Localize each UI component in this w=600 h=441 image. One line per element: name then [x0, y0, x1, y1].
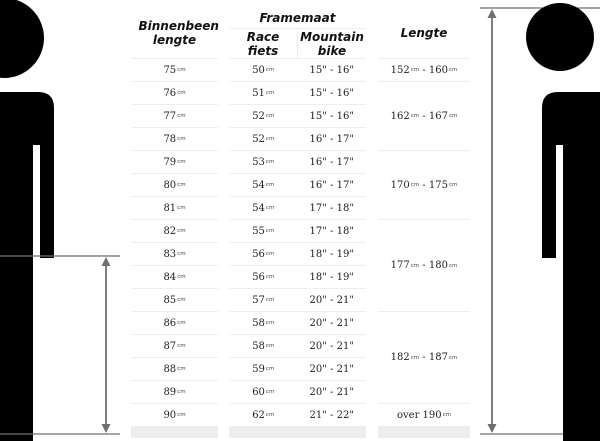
unit-label: cm — [410, 262, 420, 269]
inseam-cell — [131, 312, 218, 334]
cell-value: 85 — [163, 294, 177, 306]
person-silhouette-left — [0, 0, 122, 441]
cell-value: 20" - 21" — [309, 317, 354, 329]
unit-label: cm — [177, 113, 186, 119]
race-header: Race fiets — [229, 29, 297, 58]
cell-value: 160 — [428, 64, 448, 76]
mtb-size-cell — [298, 312, 367, 334]
unit-label: cm — [265, 205, 275, 211]
inseam-cell — [131, 220, 218, 242]
body-right — [542, 92, 600, 441]
cell-value: 15" - 16" — [309, 64, 354, 76]
height-range-cell — [378, 404, 470, 426]
unit-label: cm — [265, 297, 275, 303]
cell-value: 84 — [163, 271, 177, 283]
cell-value: 18" - 19" — [309, 248, 354, 260]
unit-label: cm — [265, 90, 275, 96]
cell-value: 20" - 21" — [309, 340, 354, 352]
unit-label: cm — [448, 67, 458, 73]
mtb-size-cell — [298, 335, 367, 357]
cell-value: 50 — [252, 64, 265, 76]
unit-label: cm — [177, 67, 186, 73]
cell-value: 79 — [163, 156, 177, 168]
race-size-cell — [229, 381, 298, 403]
unit-label: cm — [265, 182, 275, 188]
cell-value: 15" - 16" — [309, 87, 354, 99]
unit-label: cm — [177, 90, 186, 96]
mtb-size-cell — [298, 105, 367, 127]
mtb-size-cell — [298, 174, 367, 196]
cell-value: 80 — [163, 179, 177, 191]
cell-value: 58 — [252, 317, 265, 329]
framemaat-header: Framemaat — [229, 8, 366, 28]
height-arrow — [488, 9, 497, 433]
unit-label: cm — [265, 113, 275, 119]
cell-value: 87 — [163, 340, 177, 352]
inseam-cell — [131, 128, 218, 150]
cell-value: 81 — [163, 202, 177, 214]
cell-value: 51 — [252, 87, 265, 99]
unit-label: cm — [265, 228, 275, 234]
mtb-size-cell — [298, 266, 367, 288]
cell-value: 17" - 18" — [309, 202, 354, 214]
unit-label: cm — [177, 412, 186, 418]
cell-value: 52 — [252, 133, 265, 145]
cell-value: 20" - 21" — [309, 363, 354, 375]
cell-value: 86 — [163, 317, 177, 329]
mtb-size-cell — [298, 197, 367, 219]
inseam-cell — [131, 358, 218, 380]
cell-value: 59 — [252, 363, 265, 375]
race-size-cell — [229, 404, 298, 426]
unit-label: cm — [448, 354, 458, 361]
cell-value: 62 — [252, 409, 265, 421]
person-silhouette-right — [478, 0, 600, 441]
cell-value: 20" - 21" — [309, 386, 354, 398]
unit-label: cm — [448, 182, 458, 188]
unit-label: cm — [177, 228, 186, 234]
unit-label: cm — [177, 366, 186, 372]
inseam-cell — [131, 404, 218, 426]
mtb-size-cell — [298, 59, 367, 81]
cell-value: 75 — [163, 64, 177, 76]
unit-label: cm — [265, 136, 275, 142]
inseam-cell — [131, 381, 218, 403]
cell-value: 77 — [163, 110, 177, 122]
mtb-size-cell — [298, 220, 367, 242]
inseam-cell — [131, 197, 218, 219]
inseam-cell — [131, 174, 218, 196]
body-left — [0, 92, 54, 441]
unit-label: cm — [177, 205, 186, 211]
range-separator: - — [419, 179, 429, 191]
cell-value: 16" - 17" — [309, 179, 354, 191]
unit-label: cm — [410, 113, 420, 119]
cell-value: 88 — [163, 363, 177, 375]
cell-value: 16" - 17" — [309, 156, 354, 168]
height-range-cell — [378, 151, 470, 219]
height-range-cell — [378, 312, 470, 403]
cell-value: 180 — [428, 260, 448, 271]
unit-label: cm — [177, 136, 186, 142]
race-size-cell — [229, 312, 298, 334]
cell-value: 15" - 16" — [309, 110, 354, 122]
unit-label: cm — [177, 159, 186, 165]
race-size-cell — [229, 174, 298, 196]
cell-value: 182 — [390, 352, 410, 363]
race-size-cell — [229, 335, 298, 357]
mtb-size-cell — [298, 151, 367, 173]
height-column — [378, 8, 470, 438]
cell-value: 78 — [163, 133, 177, 145]
inseam-cell — [131, 243, 218, 265]
unit-label: cm — [177, 297, 186, 303]
cell-value: 16" - 17" — [309, 133, 354, 145]
inseam-header: Binnenbeen lengte — [131, 8, 218, 58]
unit-label: cm — [448, 113, 458, 119]
cell-value: 56 — [252, 271, 265, 283]
mtb-size-cell — [298, 358, 367, 380]
height-range-cell — [378, 220, 470, 311]
unit-label: cm — [177, 251, 186, 257]
inseam-cell — [131, 266, 218, 288]
race-size-cell — [229, 220, 298, 242]
range-separator: - — [419, 110, 429, 122]
race-size-cell — [229, 358, 298, 380]
unit-label: cm — [448, 262, 458, 269]
cell-value: 175 — [428, 179, 448, 191]
unit-label: cm — [265, 67, 275, 73]
unit-label: cm — [442, 412, 452, 418]
height-range-cell — [378, 59, 470, 81]
inseam-arrow — [102, 257, 111, 433]
inseam-cell — [131, 82, 218, 104]
cell-value: 89 — [163, 386, 177, 398]
mountain-header: Mountain bike — [298, 29, 366, 58]
cell-value: 55 — [252, 225, 265, 237]
cell-value: 82 — [163, 225, 177, 237]
unit-label: cm — [265, 412, 275, 418]
cell-value: 58 — [252, 340, 265, 352]
race-size-cell — [229, 105, 298, 127]
head-right — [526, 3, 594, 71]
unit-label: cm — [410, 67, 420, 73]
unit-label: cm — [265, 159, 275, 165]
height-range-cell — [378, 82, 470, 150]
cell-value: 17" - 18" — [309, 225, 354, 237]
unit-label: cm — [177, 182, 186, 188]
cell-value: over 190 — [396, 409, 442, 421]
race-size-cell — [229, 151, 298, 173]
unit-label: cm — [265, 274, 275, 280]
cell-value: 170 — [390, 179, 410, 191]
mtb-size-cell — [298, 289, 367, 311]
cell-value: 56 — [252, 248, 265, 260]
race-size-cell — [229, 243, 298, 265]
unit-label: cm — [177, 343, 186, 349]
unit-label: cm — [410, 354, 420, 361]
inseam-cell — [131, 59, 218, 81]
height-header: Lengte — [378, 8, 470, 58]
range-separator: - — [419, 260, 429, 271]
cell-value: 57 — [252, 294, 265, 306]
cell-value: 52 — [252, 110, 265, 122]
cell-value: 152 — [390, 64, 410, 76]
framemaat-column — [229, 8, 366, 438]
cell-value: 177 — [390, 260, 410, 271]
unit-label: cm — [410, 182, 420, 188]
inseam-cell — [131, 105, 218, 127]
unit-label: cm — [265, 320, 275, 326]
cell-value: 83 — [163, 248, 177, 260]
race-size-cell — [229, 128, 298, 150]
cell-value: 60 — [252, 386, 265, 398]
unit-label: cm — [177, 389, 186, 395]
cell-value: 187 — [428, 352, 448, 363]
cell-value: 18" - 19" — [309, 271, 354, 283]
race-size-cell — [229, 266, 298, 288]
race-size-cell — [229, 59, 298, 81]
cell-value: 76 — [163, 87, 177, 99]
mtb-size-cell — [298, 82, 367, 104]
race-size-cell — [229, 82, 298, 104]
unit-label: cm — [265, 366, 275, 372]
range-separator: - — [419, 352, 429, 363]
head-left — [0, 0, 44, 78]
cell-value: 53 — [252, 156, 265, 168]
unit-label: cm — [265, 343, 275, 349]
cell-value: 20" - 21" — [309, 294, 354, 306]
unit-label: cm — [177, 274, 186, 280]
range-separator: - — [419, 64, 429, 76]
cell-value: 90 — [163, 409, 177, 421]
cell-value: 167 — [428, 110, 448, 122]
mtb-size-cell — [298, 381, 367, 403]
unit-label: cm — [265, 251, 275, 257]
inseam-column — [131, 8, 218, 438]
cell-value: 54 — [252, 202, 265, 214]
inseam-cell — [131, 151, 218, 173]
cell-value: 54 — [252, 179, 265, 191]
mtb-size-cell — [298, 243, 367, 265]
mtb-size-cell — [298, 404, 367, 426]
cell-value: 21" - 22" — [309, 409, 354, 421]
mtb-size-cell — [298, 128, 367, 150]
cell-value: 162 — [390, 110, 410, 122]
unit-label: cm — [177, 320, 186, 326]
inseam-cell — [131, 289, 218, 311]
inseam-cell — [131, 335, 218, 357]
race-size-cell — [229, 197, 298, 219]
race-size-cell — [229, 289, 298, 311]
unit-label: cm — [265, 389, 275, 395]
